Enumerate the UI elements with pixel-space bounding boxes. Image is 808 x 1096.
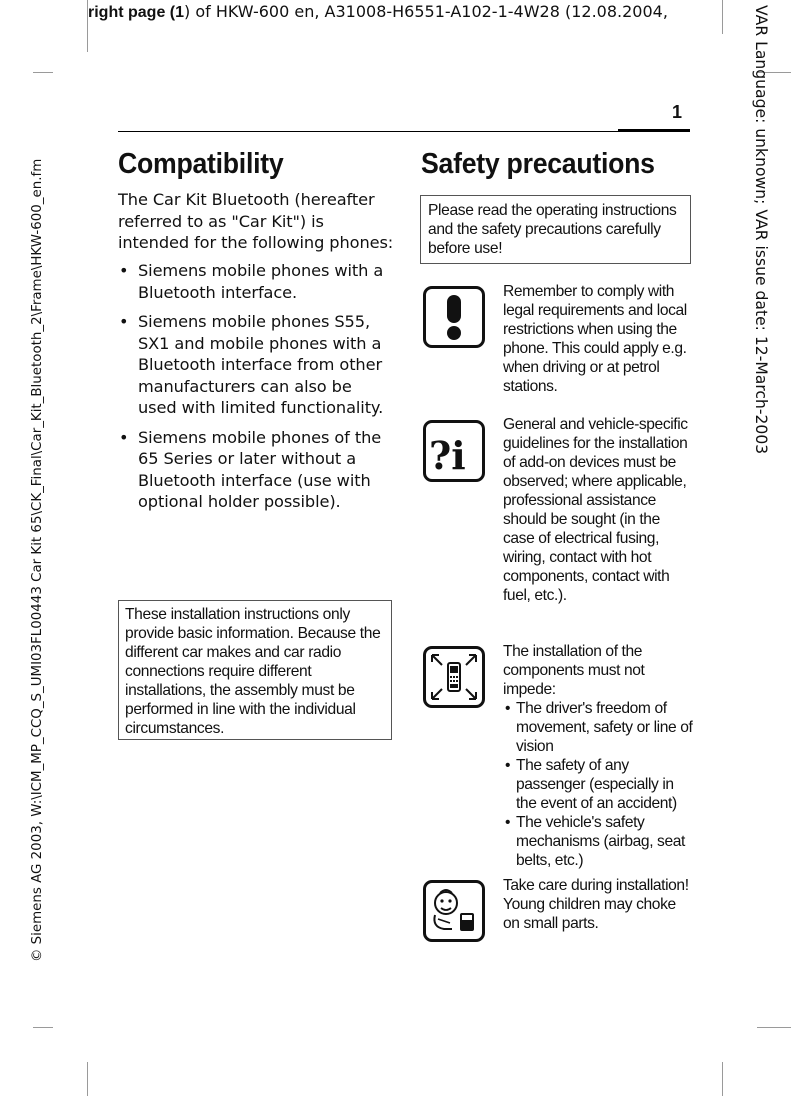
list-item: • The driver's freedom of movement, safety or line of vision xyxy=(503,699,693,756)
crop-mark xyxy=(87,1062,88,1096)
safety-text-guidelines: General and vehicle-specific guidelines for the installation of add-on devices must be observed; where applicable, professional assistance should be sought (in the case of electrical fusing, wiring, contact with hot components, contact with fuel, etc.). xyxy=(503,416,688,604)
question-info-icon xyxy=(423,420,485,482)
list-item: • The safety of any passenger (especially in the event of an accident) xyxy=(503,756,693,813)
header-rule xyxy=(118,131,690,132)
safety-text-legal: Remember to comply with legal requirements and local restrictions when using the phone. This could apply e.g. when driving or at petrol stations. xyxy=(503,283,687,395)
compatibility-title: Compatibility xyxy=(118,148,284,180)
safety-title: Safety precautions xyxy=(421,148,655,180)
header-rule-thick xyxy=(618,129,690,132)
crop-mark xyxy=(33,72,53,73)
header-prefix: right page ( xyxy=(88,4,176,21)
phone-placement-icon xyxy=(423,646,485,708)
safety-text-installation: The installation of the components must not impede: xyxy=(503,643,645,698)
crop-mark xyxy=(757,1027,791,1028)
safety-block-children xyxy=(503,876,693,933)
safety-block-legal xyxy=(503,282,693,396)
installation-note-box xyxy=(118,600,392,740)
installation-note: These installation instructions only provide basic information. Because the different car makes and car radio connections require different installations, the assembly must be performed in line with the individual circumstances. xyxy=(125,606,381,737)
header-suffix: ) of HKW-600 en, A31008-H6551-A102-1-4W28 (12.08.2004, xyxy=(184,2,668,21)
side-left-text: © Siemens AG 2003, W:\ICM_MP_CCQ_S_UMI03FL00443 Car Kit 65\CK_Final\Car_Kit_Bluetooth_2\Frame\HKW-600_en.fm xyxy=(30,158,45,962)
list-item: • Siemens mobile phones of the 65 Series or later without a Bluetooth interface (use with optional holder possible). xyxy=(118,427,393,513)
safety-block-installation xyxy=(503,642,693,870)
child-choking-icon xyxy=(423,880,485,942)
crop-mark xyxy=(33,1027,53,1028)
header-page: 1 xyxy=(175,4,185,21)
read-instructions-box xyxy=(420,195,691,264)
page-number: 1 xyxy=(672,102,683,122)
exclamation-icon xyxy=(423,286,485,348)
read-instructions-text: Please read the operating instructions and the safety precautions carefully before use! xyxy=(428,202,677,257)
list-item: • Siemens mobile phones S55, SX1 and mobile phones with a Bluetooth interface from other manufacturers can also be used with limited functionality. xyxy=(118,311,393,419)
compatibility-intro: The Car Kit Bluetooth (hereafter referred to as "Car Kit") is intended for the following phones: xyxy=(118,190,394,252)
print-header xyxy=(88,2,728,22)
list-item: • Siemens mobile phones with a Bluetooth interface. xyxy=(118,260,393,303)
safety-block-guidelines xyxy=(503,415,693,605)
compatibility-list xyxy=(118,260,393,521)
list-item: • The vehicle's safety mechanisms (airbag, seat belts, etc.) xyxy=(503,813,693,870)
installation-list xyxy=(503,699,693,870)
crop-mark xyxy=(722,1062,723,1096)
safety-text-children: Take care during installation! Young children may choke on small parts. xyxy=(503,877,689,932)
side-right-text: VAR Language: unknown; VAR issue date: 12-March-2003 xyxy=(752,5,770,455)
svg-text:?i: ?i xyxy=(429,433,466,478)
